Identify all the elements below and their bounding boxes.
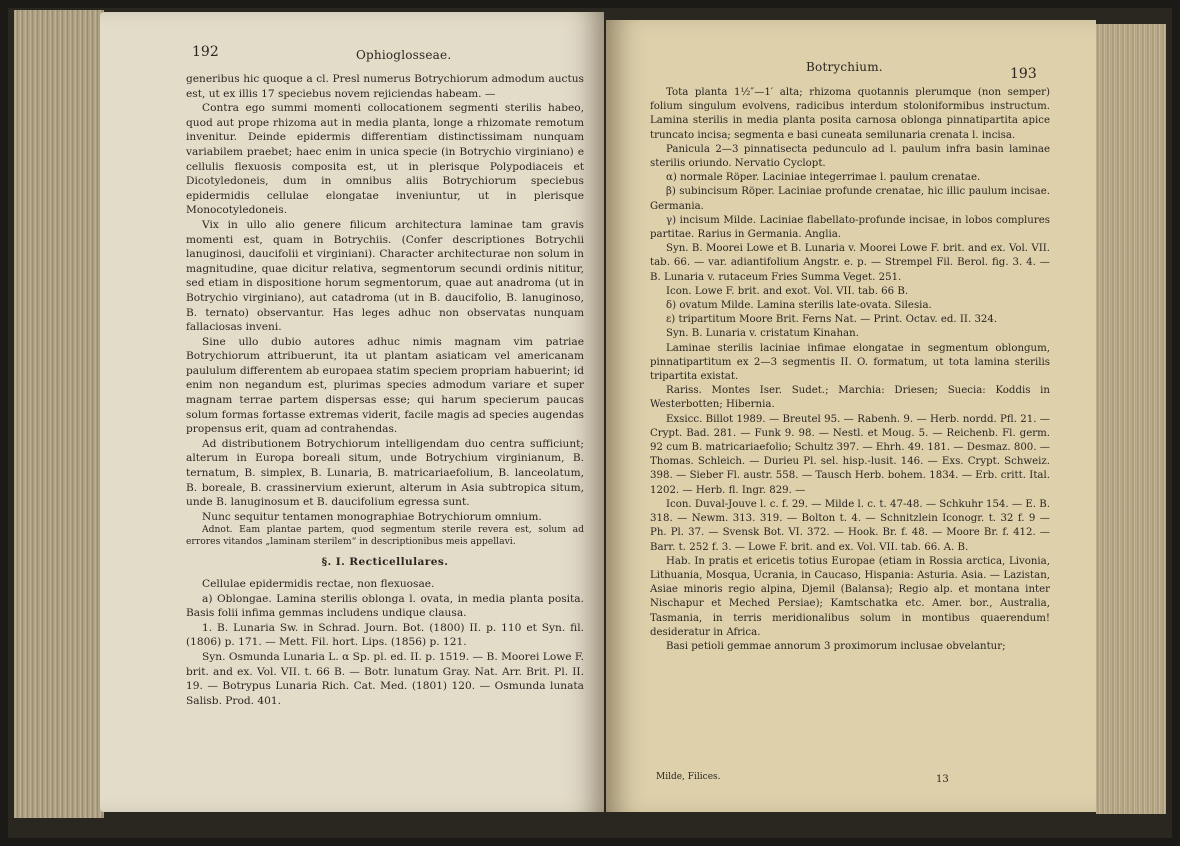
paragraph: Panicula 2—3 pinnatisecta pedunculo ad l. paulum infra basin laminae sterilis oriundo. Nervatio Cyclopt. xyxy=(650,143,1050,170)
paragraph: Syn. Osmunda Lunaria L. α Sp. pl. ed. II. p. 1519. — B. Moorei Lowe F. brit. and ex. Vol. VII. t. 66 B. — Botr. lunatum Gray. Nat. Arr. Brit. Pl. II. 19. — Botrypus Lunaria Rich. Cat. Med. (1801) 120. — Osmunda lunata Salisb. Prod. 401. xyxy=(186,650,584,707)
running-head: Ophioglosseae. xyxy=(356,48,452,62)
paragraph: a) Oblongae. Lamina sterilis oblonga l. ovata, in media planta posita. Basis folii infima gemmas includens undique clausa. xyxy=(186,592,584,620)
footer-sheet-number: 13 xyxy=(936,774,949,785)
variety-alpha: α) normale Röper. Laciniae integerrimae l. paulum crenatae. xyxy=(666,172,981,184)
variety-delta: δ) ovatum Milde. Lamina sterilis late-ovata. Silesia. xyxy=(666,300,932,312)
paragraph: Basi petioli gemmae annorum 3 proximorum inclusae obvelantur; xyxy=(666,640,1006,652)
paragraph: Ad distributionem Botrychiorum intelligendam duo centra sufficiunt; alterum in Europa boreali situm, unde Botrychium virginianum, B. ternatum, B. simplex, B. Lunaria, B. matricariaefolium, B. lanceolatum, B. boreale, B. crassinervium exierunt, alterum in Asia subtropica situm, unde B. lanuginosum et B. daucifolium egressa sunt. xyxy=(186,437,584,509)
annotation-note: Adnot. Eam plantae partem, quod segmentum sterile revera est, solum ad errores vitandos „laminam sterilem“ in descriptionibus meis appellavi. xyxy=(186,524,584,548)
icones: Icon. Duval-Jouve l. c. f. 29. — Milde l. c. t. 47-48. — Schkuhr 154. — E. B. 318. — Newm. 313. 319. — Bolton t. 4. — Schnitzlein Iconogr. t. 32 f. 9 — Ph. Pl. 37. — Svensk Bot. VI. 372. — Hook. Br. f. 48. — Moore Br. f. 412. — Barr. t. 252 f. 3. — Lowe F. brit. and ex. Vol. VII. tab. 66. A. B. xyxy=(650,498,1050,553)
synonyms: Syn. B. Lunaria v. cristatum Kinahan. xyxy=(666,328,859,340)
localities: Rariss. Montes Iser. Sudet.; Marchia: Driesen; Suecia: Koddis in Westerbotten; Hibernia. xyxy=(650,385,1050,411)
exsiccatae: Exsicc. Billot 1989. — Breutel 95. — Rabenh. 9. — Herb. nordd. Pfl. 21. — Crypt. Bad. 281. — Funk 9. 98. — Nestl. et Moug. 5. — Reichenb. Fl. germ. 92 cum B. matricariaefolio; Schultz 397. — Ehrh. 49. 181. — Desmaz. 800. — Thomas. Schleich. — Durieu Pl. sel. hisp.-lusit. 146. — Exs. Crypt. Schweiz. 398. — Sieber Fl. austr. 558. — Tausch Herb. bohem. 1834. — Erb. critt. Ital. 1202. — Herb. fl. Ingr. 829. — xyxy=(650,413,1050,496)
paragraph: Laminae sterilis laciniae infimae elongatae in segmentum oblongum, pinnatipartitum ex 2—3 segmentis II. O. formatum, ut tota lamina sterilis tripartita existat. xyxy=(650,342,1050,383)
paragraph: Sine ullo dubio autores adhuc nimis magnam vim patriae Botrychiorum attribuerunt, ita ut plantam asiaticam vel americanam paululum differentem ab europaea statim speciem propriam habuerint; id enim non negandum est, plurimas species admodum variare et super magnam terrae partem dispersas esse; qui harum specierum paucas solum formas fortasse extremas viderit, facile magis ad species augendas propensus erit, quam ad contrahendas. xyxy=(186,335,584,436)
variety-beta: β) subincisum Röper. Laciniae profunde crenatae, hic illic paulum incisae. Germania. xyxy=(650,186,1050,212)
habitat: Hab. In pratis et ericetis totius Europae (etiam in Rossia arctica, Livonia, Lithuania, Mosqua, Ucrania, in Caucaso, Hispania: Asturia. Asia. — Lazistan, Asiae minoris regio alpina, Djemil (Balansa); Regio alp. et montana inter Nischapur et Meched Persiae); Kamtschatka etc. Amer. bor., Australia, Tasmania, in terris meridionalibus solum in montibus quaerendum! desideratur in Africa. xyxy=(650,555,1050,638)
running-head: Botrychium. xyxy=(806,60,883,74)
variety-gamma: γ) incisum Milde. Laciniae flabellato-profunde incisae, in lobos complures partitae. Rarius in Germania. Anglia. xyxy=(650,214,1050,241)
right-page-edges xyxy=(1096,24,1166,814)
paragraph: Vix in ullo alio genere filicum architectura laminae tam gravis momenti est, quam in Botrychiis. (Confer descriptiones Botrychii lanuginosi, daucifolii et virginiani). Character architecturae non solum in magnitudine, quae dicitur relativa, segmentorum secundi ordinis nititur, sed etiam in dispositione horum segmentorum, quae aut anadroma (ut in Botrychio virginiano), aut catadroma (ut in B. daucifolio, B. lanuginoso, B. ternato) observantur. Has leges adhuc non observatas nunquam fallaciosas inveni. xyxy=(186,218,584,334)
paragraph: 1. B. Lunaria Sw. in Schrad. Journ. Bot. (1800) II. p. 110 et Syn. fil. (1806) p. 171. — Mett. Fil. hort. Lips. (1856) p. 121. xyxy=(186,621,584,649)
paragraph: Cellulae epidermidis rectae, non flexuosae. xyxy=(202,578,435,590)
icon-refs: Icon. Lowe F. brit. and exot. Vol. VII. tab. 66 B. xyxy=(666,285,909,297)
synonyms: Syn. B. Moorei Lowe et B. Lunaria v. Moorei Lowe F. brit. and ex. Vol. VII. tab. 66. — var. adiantifolium Angstr. e. p. — Strempel Fil. Berol. fig. 3. 4. — B. Lunaria v. rutaceum Fries Summa Veget. 251. xyxy=(650,243,1050,283)
section-heading: §. I. Recticellulares. xyxy=(321,556,449,569)
paragraph: Contra ego summi momenti collocationem segmenti sterilis habeo, quod aut prope rhizoma aut in media planta, longe a rhizomate remotum invenitur. Deinde epidermis differentiam distinctissimam nunquam variabilem praebet; haec enim in unica specie (in Botrychio virginiano) e cellulis flexuosis composita est, ut in plerisque Polypodiaceis et Dicotyledoneis, dum in omnibus aliis Botrychiorum speciebus epidermidis cellulae elongatae inveniuntur, ut in plerisque Monocotyledoneis. xyxy=(186,102,584,217)
right-body xyxy=(650,86,1050,654)
paragraph: Nunc sequitur tentamen monographiae Botrychiorum omnium. xyxy=(202,510,542,523)
variety-epsilon: ε) tripartitum Moore Brit. Ferns Nat. — Print. Octav. ed. II. 324. xyxy=(666,314,998,326)
paragraph: generibus hic quoque a cl. Presl numerus Botrychiorum admodum auctus est, ut ex illis 17 speciebus novem rejiciendas habeam. — xyxy=(186,73,584,100)
left-page xyxy=(100,12,604,812)
footer-signature: Milde, Filices. xyxy=(656,772,721,782)
right-page xyxy=(606,20,1096,812)
left-page-edges xyxy=(14,10,104,818)
paragraph: Tota planta 1½″—1′ alta; rhizoma quotannis plerumque (non semper) folium singulum evolvens, radicibus interdum stoloniformibus instructum. Lamina sterilis in media planta posita carnosa oblonga pinnatipartita apice truncato incisa; segmenta e basi cuneata semilunaria crenata l. incisa. xyxy=(650,87,1050,141)
left-body xyxy=(186,72,584,708)
page-number: 193 xyxy=(1010,66,1037,82)
page-number: 192 xyxy=(192,44,219,60)
